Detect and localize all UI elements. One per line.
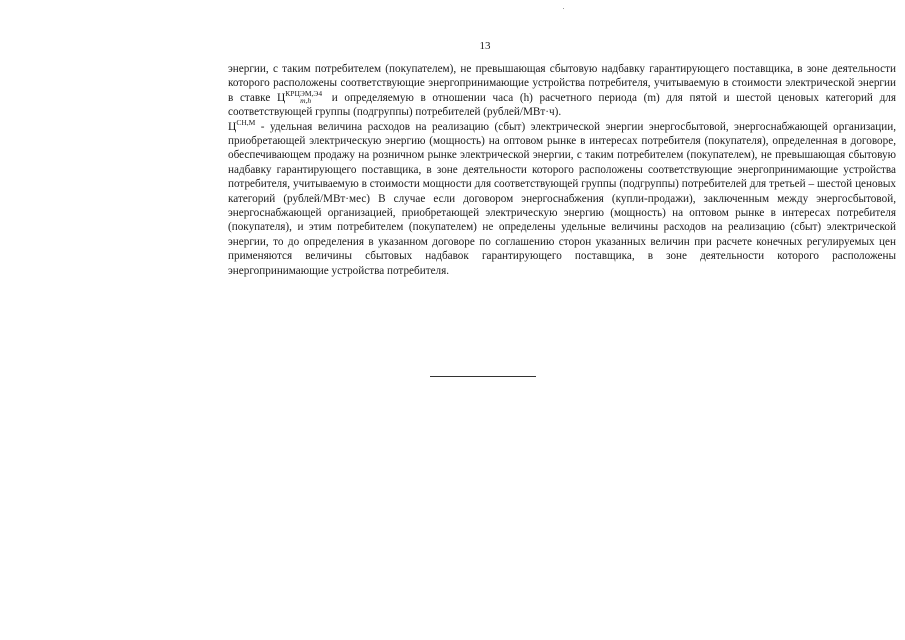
rate-symbol-superscript: КРЦЭМ,Э4: [285, 88, 323, 98]
paragraph-1-text-a: энергии, с таким потребителем (покупателем), не превышающая сбытовую надбавку гарантирующего поставщика, в зоне деятельности которого расположены соответствующие энергопринимающие устройства потребителя, учитываемую в стоимости электрической энергии в ставке: [228, 63, 896, 104]
scan-artifact: [563, 8, 564, 9]
paragraph-definition: [228, 117, 896, 278]
definition-symbol-superscript: СН,М: [236, 117, 256, 127]
document-body: [228, 62, 896, 278]
end-of-text-rule: [430, 376, 536, 377]
paragraph-1-text-b: и определяемую в отношении часа (h) расчетного периода (m) для пятой и шестой ценовых категорий для соответствующей группы (подгруппы) потребителей (рублей/МВт·ч).: [228, 91, 896, 119]
page-number: 13: [479, 40, 491, 52]
definition-symbol: Ц: [228, 120, 237, 133]
rate-symbol: Ц: [276, 91, 286, 104]
paragraph-2-text: - удельная величина расходов на реализацию (сбыт) электрической энергии энергосбытовой, энергоснабжающей организации, приобретающей электрическую энергию (мощность) на оптовом рынке в интересах потребителя (покупателя), определенная в договоре, обеспечивающем продажу на розничном рынке электрической энергии, с таким потребителем (покупателем), не превышающая сбытовую надбавку гарантирующего поставщика, в зоне деятельности которого расположены соответствующие энергопринимающие устройства потребителя, учитываемую в стоимости мощности для соответствующей группы (подгруппы) потребителей для третьей – шестой ценовых категорий (рублей/МВт·мес) В случае если договором энергоснабжения (купли-продажи), заключенным между энергосбытовой, энергоснабжающей организацией, приобретающей электрическую энергию (мощность) на оптовом рынке в интересах потребителя (покупателя), и этим потребителем (покупателем) не определены удельные величины расходов на реализацию (сбыт) электрической энергии, то до определения в указанном договоре по соглашению сторон указанных величин при расчете конечных регулируемых цен применяются величины сбытовых надбавок гарантирующего поставщика, в зоне деятельности которого расположены энергопринимающие устройства потребителя.: [228, 120, 896, 277]
paragraph-continued: [228, 62, 896, 120]
rate-symbol-subscript: m,h: [300, 95, 312, 105]
